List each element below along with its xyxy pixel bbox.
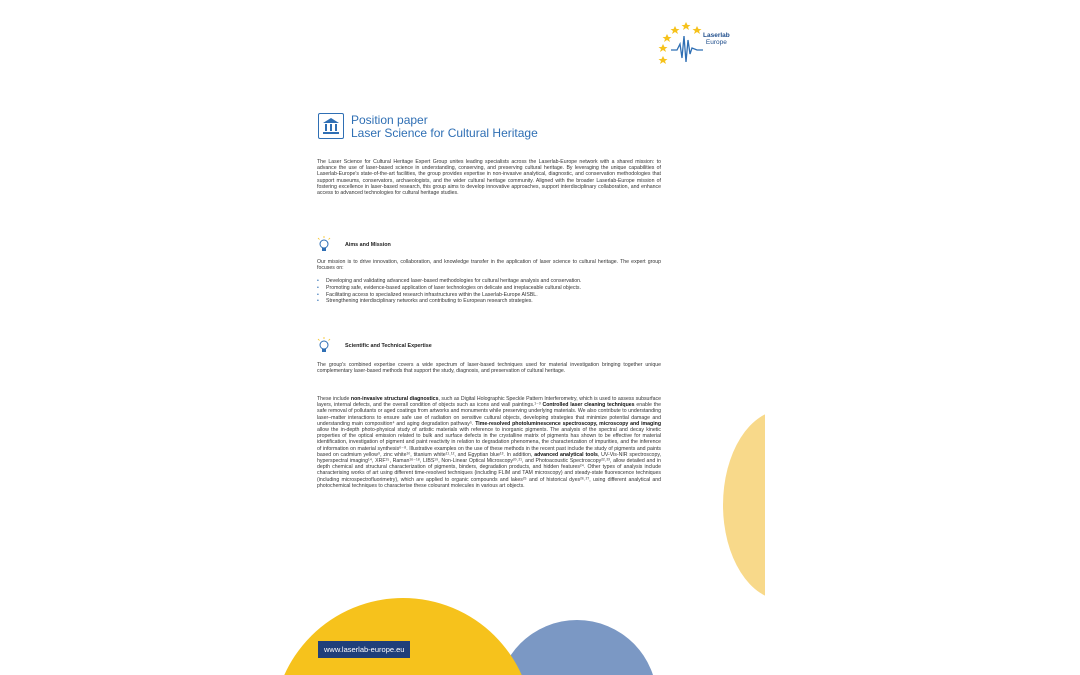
logo-line-2: Europe — [705, 39, 727, 46]
website-link[interactable]: www.laserlab-europe.eu — [318, 641, 410, 658]
text-run: These include — [317, 396, 351, 402]
bold-term: advanced analytical tools — [534, 451, 598, 458]
decorative-circle-right — [723, 410, 765, 600]
text-run: enable the safe removal of pollutants or aged coatings from artworks and monuments while preserving underlying materials. We also contribute to understanding laser–matter interactions to ensure safe use of radiation on sensitive cultural objects, developing strategies that minimize potential damage and understanding main composition⁴ and aging degradation pathway⁵. — [317, 402, 662, 427]
decorative-circle-yellow — [283, 598, 533, 675]
logo-wordmark — [703, 32, 730, 46]
lightbulb-icon — [317, 236, 331, 254]
expertise-paragraph-1: The group's combined expertise covers a wide spectrum of laser-based techniques used for material investigation bringing together unique complementary laser-based methods that support the study, diagnosis, and preservation of cultural heritage. — [317, 362, 661, 375]
bold-term: Time-resolved photoluminescence spectroscopy, microscopy and imaging — [475, 420, 661, 427]
document-page — [283, 0, 765, 675]
expertise-paragraph-2 — [317, 396, 661, 489]
lightbulb-icon — [317, 337, 331, 355]
list-item: • Facilitating access to specialized research infrastructures within the Laserlab-Europe AISBL. — [317, 292, 667, 299]
aims-heading: Aims and Mission — [345, 242, 391, 248]
museum-icon — [318, 113, 344, 139]
document-type: Position paper — [351, 113, 428, 127]
text-run: allow the in-depth photo-physical study of artistic materials with reference to inorganic pigments. The analysis of the spectral and decay kinetic properties of the optical emission related to bulk and surface defects in the crystalline matrix of pigments has shown to be effective for material identification, investigation of pigment and paint reactivity in relation to degradation phenomena, the characterization of impurities, and the inference of information on material synthesis⁶⁻⁸. Illustrative examples on the use of these methods in the recent past include the study of pigments and paints based on cadmium yellow⁹, zinc white¹⁰, titanium white¹¹˒¹², and Egyptian blue¹³. In addition, — [317, 427, 661, 458]
expertise-heading: Scientific and Technical Expertise — [345, 343, 432, 349]
decorative-circle-blue — [497, 620, 657, 675]
bold-term: Controlled laser cleaning techniques — [542, 402, 635, 409]
aims-list — [317, 278, 667, 305]
bold-term: non-invasive structural diagnostics — [350, 396, 439, 402]
intro-paragraph: The Laser Science for Cultural Heritage Expert Group unites leading specialists across the Laserlab-Europe network with a shared mission: to advance the use of laser-based science in understanding, conserving, and preserving cultural heritage. By leveraging the unique capabilities of Laserlab-Europe's state-of-the-art facilities, the group provides expertise in non-invasive analytical, diagnostic, and conservation methodologies that support museums, conservators, archaeologists, and the wider cultural heritage community. Aligned with the broader Laserlab-Europe mission of fostering excellence in laser-based research, this group aims to develop innovative approaches, support interdisciplinary collaboration, and enhance access to advanced technologies for cultural heritage studies. — [317, 159, 661, 197]
logo-line-1: Laserlab — [703, 32, 730, 39]
text-run: , such as Digital Holographic Speckle Pattern Interferometry, which is used to assess subsurface layers, internal defects, and the overall condition of objects such as icons and wall paintings.¹⁻³ — [317, 396, 661, 409]
text-run: , UV-Vis-NIR spectroscopy, hyperspectral imaging¹⁴, XRF¹⁵, Raman¹⁶⁻¹⁸, LIBS¹⁹, Non-Linear Optical Microscopy²⁰˒²¹, and Photoacoustic Spectroscopy²²˒²³, allow detailed and in depth chemical and structural characterization of pigments, binders, degradation products, and hidden features²⁴. Other types of analysis include characterising works of art using different time-resolved techniques (including FLIM and TAM microscopy) and steady-state fluorescence techniques (including microspectrofluorimetry), which are applied to organic compounds and lakes²⁵ and of historical dyes²⁶˒²⁷, using different analytical and photochemical techniques to characterise these colourant molecules in various art objects. — [317, 451, 661, 489]
aims-paragraph: Our mission is to drive innovation, collaboration, and knowledge transfer in the application of laser science to cultural heritage. The expert group focuses on: — [317, 259, 661, 272]
list-item: • Developing and validating advanced laser-based methodologies for cultural heritage analysis and conservation. — [317, 278, 667, 285]
list-item: • Promoting safe, evidence-based application of laser technologies on delicate and irreplaceable cultural objects. — [317, 285, 667, 292]
list-item: • Strengthening interdisciplinary networks and contributing to European research strategies. — [317, 298, 667, 305]
page-title: Laser Science for Cultural Heritage — [351, 126, 538, 140]
